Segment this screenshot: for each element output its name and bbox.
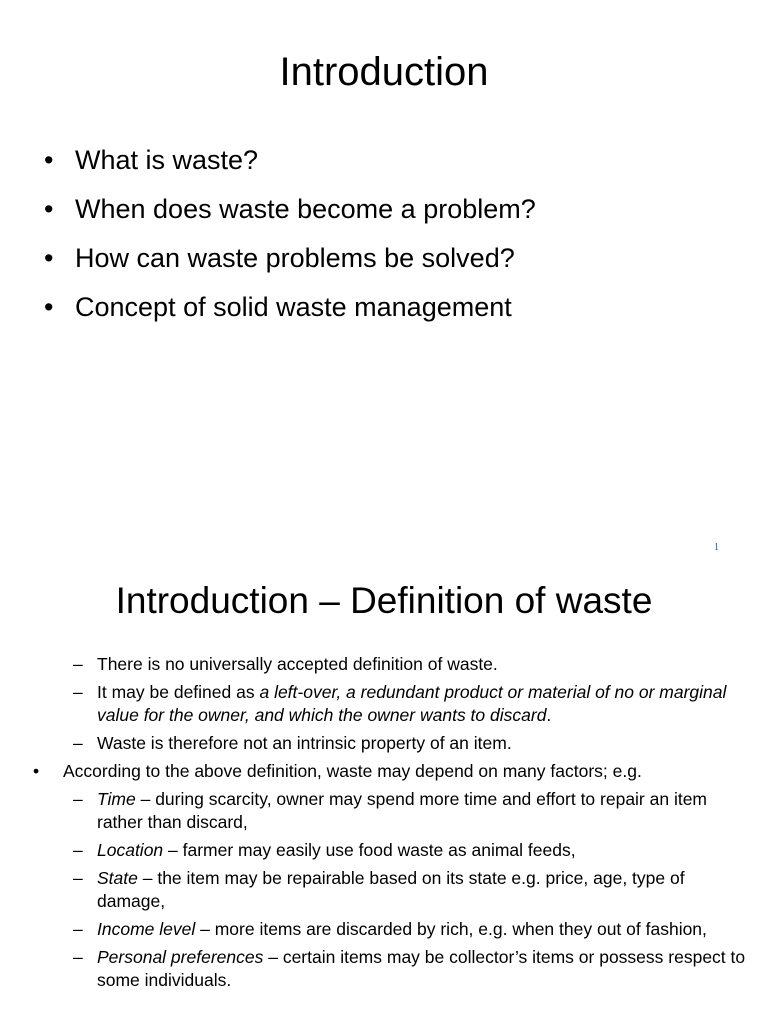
factor-term: State	[97, 868, 138, 888]
slide-2-content	[0, 653, 768, 997]
definition-end: .	[546, 705, 552, 725]
bullet-dot-icon: •	[44, 194, 54, 224]
definition-italic: a left-over, a redundant product or material of no or marginal value for the owner, and which the owner wants to discard	[97, 682, 727, 725]
list-item	[0, 289, 768, 338]
list-item	[0, 867, 768, 913]
factor-text	[97, 946, 757, 992]
dash-icon: –	[73, 654, 83, 674]
list-item	[0, 142, 768, 191]
list-item	[0, 918, 768, 941]
dash-icon: –	[73, 840, 83, 860]
factor-term: Time	[97, 789, 136, 809]
list-item	[0, 240, 768, 289]
bullet-dot-icon: •	[44, 145, 54, 175]
list-item-text: Concept of solid waste management	[75, 292, 512, 322]
dash-icon: –	[73, 789, 83, 809]
factor-text	[97, 788, 757, 834]
bullet-dot-icon: •	[33, 761, 40, 781]
factor-desc: – certain items may be collector’s items or possess respect to some individuals.	[97, 947, 746, 990]
factor-term: Income level	[97, 919, 196, 939]
list-item-text: What is waste?	[75, 145, 259, 175]
list-item-text: How can waste problems be solved?	[75, 243, 515, 273]
slide-2-title: Introduction – Definition of waste	[115, 580, 653, 621]
dash-icon: –	[73, 682, 83, 702]
factor-term: Location	[97, 840, 164, 860]
slide-1-bullet-list	[0, 142, 768, 338]
bullet-dot-icon: •	[44, 292, 54, 322]
list-item	[0, 788, 768, 834]
dash-icon: –	[73, 733, 83, 753]
definition-text: There is no universally accepted definition of waste.	[97, 654, 498, 674]
definition-text	[97, 681, 757, 727]
factor-desc: – farmer may easily use food waste as animal feeds,	[163, 840, 576, 860]
list-item	[0, 839, 768, 862]
slide-1-title: Introduction	[279, 50, 489, 94]
factor-term: Personal preferences	[97, 947, 264, 967]
factor-desc: – during scarcity, owner may spend more time and effort to repair an item rather than discard,	[97, 789, 708, 832]
definition-lead: It may be defined as	[97, 682, 260, 702]
dash-icon: –	[73, 919, 83, 939]
factor-text	[97, 918, 757, 941]
list-item	[0, 760, 768, 783]
main-bullet-text: According to the above definition, waste may depend on many factors; e.g.	[63, 761, 642, 781]
list-item-text: When does waste become a problem?	[75, 194, 536, 224]
factor-text	[97, 867, 757, 913]
list-item	[0, 732, 768, 755]
slide-2	[0, 560, 768, 1024]
page-number: 1	[714, 542, 719, 553]
list-item	[0, 191, 768, 240]
factor-desc: – more items are discarded by rich, e.g. when they out of fashion,	[195, 919, 707, 939]
dash-icon: –	[73, 868, 83, 888]
list-item	[0, 653, 768, 676]
factor-text	[97, 839, 757, 862]
definition-text: Waste is therefore not an intrinsic property of an item.	[97, 733, 512, 753]
bullet-dot-icon: •	[44, 243, 54, 273]
list-item	[0, 946, 768, 992]
list-item	[0, 681, 768, 727]
dash-icon: –	[73, 947, 83, 967]
factor-desc: – the item may be repairable based on its state e.g. price, age, type of damage,	[97, 868, 685, 911]
